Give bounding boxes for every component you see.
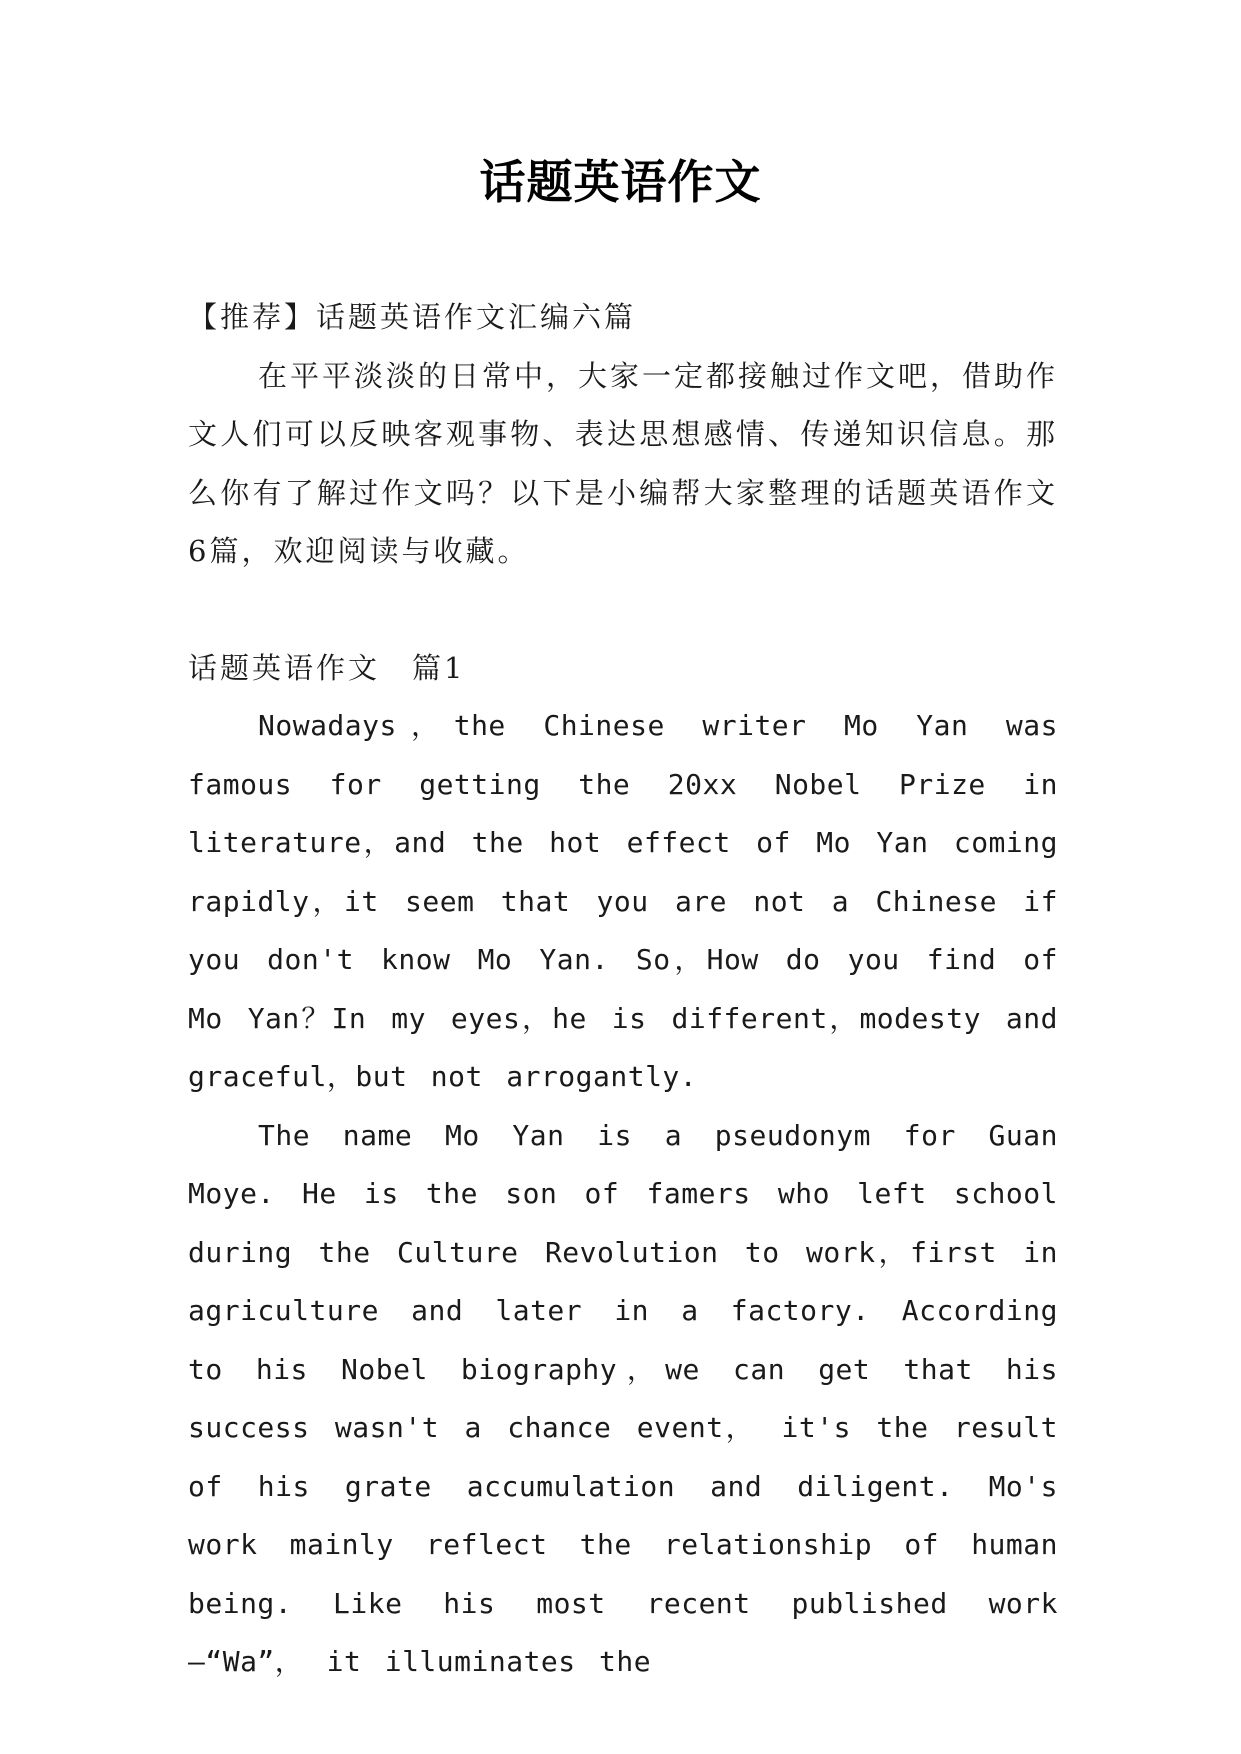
- body-paragraph-2: The name Mo Yan is a pseudonym for Guan Moye. He is the son of famers who left school during the Culture Revolution to work，first in agriculture and later in a factory. According to his Nobel biography，we can get that his success wasn't a chance event， it's the result of his grate accumulation and diligent. Mo's work mainly reflect the relationship of human being. Like his most recent published work—“Wa”， it illuminates the: [188, 1118, 1058, 1678]
- body-paragraph-1: Nowadays，the Chinese writer Mo Yan was famous for getting the 20xx Nobel Prize in literature，and the hot effect of Mo Yan coming rapidly，it seem that you are not a Chinese if you don't know Mo Yan. So，How do you find of Mo Yan？In my eyes，he is different，modesty and graceful，but not arrogantly.: [188, 709, 1058, 1093]
- document-title: 话题英语作文: [479, 155, 762, 209]
- intro-paragraph: 在平平淡淡的日常中，大家一定都接触过作文吧，借助作文人们可以反映客观事物、表达思想感情、传递知识信息。那么你有了解过作文吗？以下是小编帮大家整理的话题英语作文6篇，欢迎阅读与收藏。: [188, 358, 1059, 568]
- spacer: [188, 581, 1058, 639]
- section-heading: 话题英语作文 篇1: [188, 650, 466, 685]
- document-body: [188, 288, 1058, 1692]
- intro-heading: 【推荐】话题英语作文汇编六篇: [188, 300, 637, 334]
